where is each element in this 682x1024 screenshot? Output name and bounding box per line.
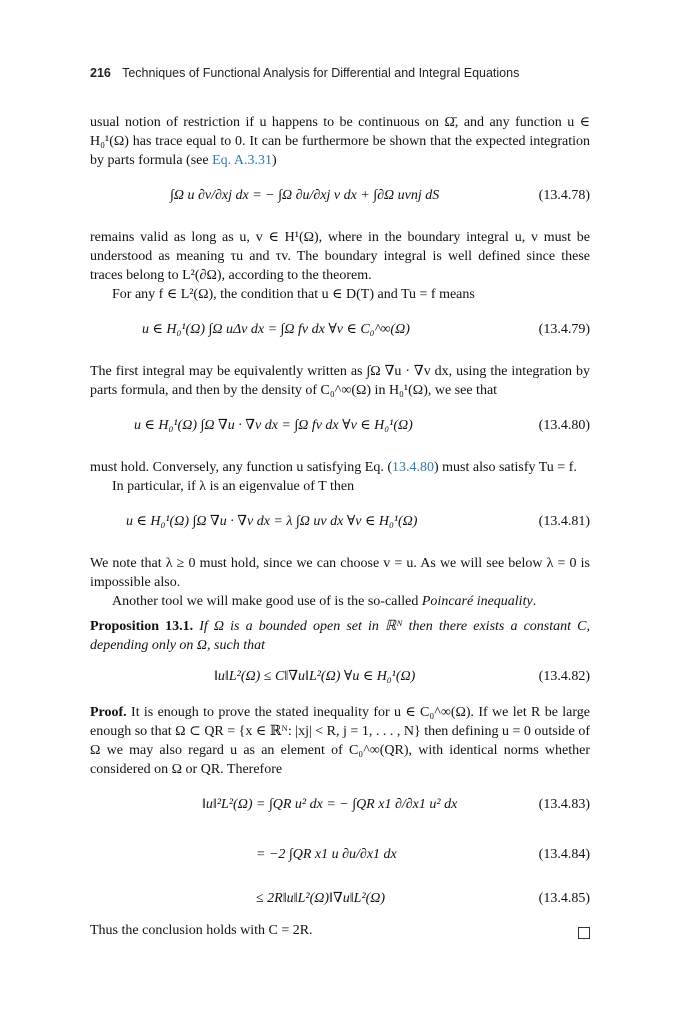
paragraph-text: ) must also satisfy Tu = f. xyxy=(434,460,577,475)
equation-link[interactable]: 13.4.80 xyxy=(392,460,434,475)
equation-number: (13.4.78) xyxy=(538,188,590,203)
running-title: Techniques of Functional Analysis for Differential and Integral Equations xyxy=(122,66,520,80)
equation-body: ‖u‖²L²(Ω) = ∫QR u² dx = − ∫QR x1 ∂/∂x1 u² dx xyxy=(202,797,458,812)
paragraph: For any f ∈ L²(Ω), the condition that u ∈ D(T) and Tu = f means xyxy=(112,287,475,302)
equation-13-4-79 xyxy=(90,312,590,352)
paragraph xyxy=(90,592,590,611)
equation-body: ‖u‖L²(Ω) ≤ C‖∇u‖L²(Ω) ∀u ∈ H₀¹(Ω) xyxy=(214,669,416,684)
equation-number: (13.4.85) xyxy=(538,891,590,906)
qed-square-icon xyxy=(578,927,590,939)
equation-13-4-81 xyxy=(90,504,590,544)
proof-text: It is enough to prove the stated inequality for u ∈ C₀^∞(Ω). If we let R be large enough so that Ω ⊂ QR = {x ∈ ℝᴺ: |xj| < R, j = 1, . . . , N} then defining u = 0 outside of Ω we may also regard u as an element of C₀^∞(QR), with identical norms whether considered on Ω or QR. Therefore xyxy=(90,705,590,777)
equation-number: (13.4.79) xyxy=(538,322,590,337)
paragraph-text: . xyxy=(532,594,537,609)
term-poincare: Poincaré inequality xyxy=(421,594,533,609)
conclusion-text: Thus the conclusion holds with C = 2R. xyxy=(90,923,313,938)
paragraph: The first integral may be equivalently written as ∫Ω ∇u · ∇v dx, using the integration by parts formula, and then by the density of C₀^∞(Ω) in H₀¹(Ω), we see that xyxy=(90,364,590,398)
paragraph-text: ) xyxy=(271,153,277,168)
paragraph-text: must hold. Conversely, any function u satisfying Eq. ( xyxy=(90,460,392,475)
paragraph: In particular, if λ is an eigenvalue of T then xyxy=(112,479,355,494)
equation-body: ∫Ω u ∂v/∂xj dx = − ∫Ω ∂u/∂xj v dx + ∫∂Ω uvnj dS xyxy=(170,188,440,203)
equation-number: (13.4.82) xyxy=(538,669,590,684)
proposition-label: Proposition 13.1. xyxy=(90,619,194,634)
equation-13-4-84 xyxy=(90,837,590,877)
equation-body: ≤ 2R‖u‖L²(Ω)‖∇u‖L²(Ω) xyxy=(256,891,386,906)
equation-number: (13.4.81) xyxy=(538,514,590,529)
paragraph-text: usual notion of restriction if u happens to be continuous on Ω̄, and any function u ∈ H₀¹(Ω) has trace equal to 0. It can be furthermore be shown that the expected integration by parts formula (see xyxy=(90,115,590,168)
proposition-text: If Ω is a bounded open set in ℝᴺ then there exists a constant C, depending only on Ω, such that xyxy=(90,619,590,653)
equation-number: (13.4.83) xyxy=(538,797,590,812)
paragraph xyxy=(90,921,590,940)
paragraph xyxy=(90,113,590,170)
running-header xyxy=(90,66,519,80)
equation-link[interactable]: Eq. A.3.31 xyxy=(212,153,272,168)
equation-13-4-83 xyxy=(90,787,590,827)
main-text xyxy=(90,113,590,940)
equation-number: (13.4.80) xyxy=(538,418,590,433)
proposition xyxy=(90,617,590,655)
page-number: 216 xyxy=(90,66,111,80)
equation-13-4-80 xyxy=(90,408,590,448)
equation-body: u ∈ H₀¹(Ω) ∫Ω ∇u · ∇v dx = ∫Ω fv dx ∀v ∈ H₀¹(Ω) xyxy=(134,418,413,433)
equation-number: (13.4.84) xyxy=(538,847,590,862)
equation-13-4-78 xyxy=(90,178,590,218)
equation-13-4-82 xyxy=(90,663,590,693)
proof-label: Proof. xyxy=(90,705,127,720)
paragraph-text: Another tool we will make good use of is the so-called xyxy=(112,594,422,609)
proof xyxy=(90,703,590,779)
equation-body: u ∈ H₀¹(Ω) ∫Ω uΔv dx = ∫Ω fv dx ∀v ∈ C₀^∞(Ω) xyxy=(142,322,410,337)
paragraph: remains valid as long as u, v ∈ H¹(Ω), where in the boundary integral u, v must be understood as meaning τu and τv. The boundary integral is well defined since these traces belong to L²(∂Ω), according to the theorem. xyxy=(90,230,590,283)
equation-13-4-85 xyxy=(90,887,590,911)
paragraph xyxy=(90,458,590,477)
equation-body: = −2 ∫QR x1 u ∂u/∂x1 dx xyxy=(256,847,397,862)
paragraph: We note that λ ≥ 0 must hold, since we can choose v = u. As we will see below λ = 0 is impossible also. xyxy=(90,556,590,590)
equation-body: u ∈ H₀¹(Ω) ∫Ω ∇u · ∇v dx = λ ∫Ω uv dx ∀v ∈ H₀¹(Ω) xyxy=(126,514,418,529)
